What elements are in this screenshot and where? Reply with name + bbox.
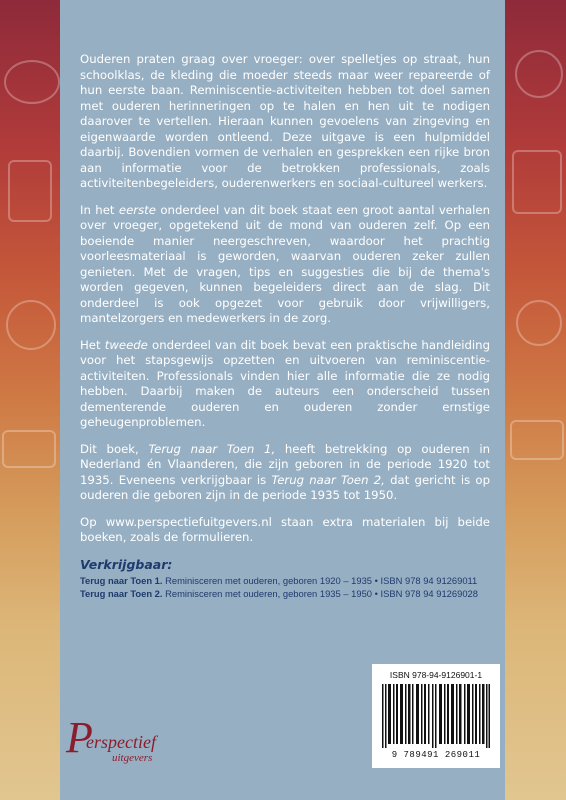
back-cover-text xyxy=(80,52,490,600)
vintage-doodle-decoration xyxy=(8,160,52,222)
isbn-label: ISBN 978-94-9126901-1 xyxy=(389,670,483,680)
vintage-doodle-decoration xyxy=(6,300,56,350)
barcode-digits: 9 789491 269011 xyxy=(391,750,481,760)
part-one-paragraph: In het eerste onderdeel van dit boek staat een groot aantal verhalen over vroeger, opgetekend uit de mond van ouderen zelf. Op een boeiende manier neergeschreven, waardoor het prachtig voorleesmateriaal is geworden, waarvan ouderen zeker zullen genieten. Met de vragen, tips en suggesties die bij de thema's worden gegeven, kunnen begeleiders direct aan de slag. Dit onderdeel is ook opgezet voor gebruik door vrijwilligers, mantelzorgers en medewerkers in de zorg. xyxy=(80,202,490,325)
availability-item: Terug naar Toen 1. Reminisceren met ouderen, geboren 1920 – 1935 • ISBN 978 94 91269011 xyxy=(80,575,478,586)
availability-heading: Verkrijgbaar: xyxy=(80,556,173,572)
logo-subtitle: uitgevers xyxy=(112,752,153,764)
availability-item: Terug naar Toen 2. Reminisceren met ouderen, geboren 1935 – 1950 • ISBN 978 94 91269028 xyxy=(80,588,478,599)
vintage-doodle-decoration xyxy=(516,300,562,346)
barcode-bars xyxy=(382,684,490,748)
vintage-doodle-decoration xyxy=(512,150,562,214)
logo-initial: P xyxy=(66,713,93,762)
barcode xyxy=(372,664,500,768)
website-paragraph: Op www.perspectiefuitgevers.nl staan extra materialen bij beide boeken, zoals de formulieren. xyxy=(80,514,490,544)
vintage-doodle-decoration xyxy=(4,60,60,104)
vintage-doodle-decoration xyxy=(515,50,563,98)
part-two-paragraph: Het tweede onderdeel van dit boek bevat een praktische handleiding voor het stapsgewijs opzetten en uitvoeren van reminiscentie-activiteiten. Professionals vinden hier alle informatie die ze nodig hebben. Daarbij maken de auteurs een onderscheid tussen dementerende ouderen en ouderen zonder ernstige geheugenproblemen. xyxy=(80,337,490,429)
intro-paragraph: Ouderen praten graag over vroeger: over spelletjes op straat, hun schoolklas, de kleding die moeder steeds maar weer repareerde of hun eerste baan. Reminiscentie-activiteiten hebben tot doel samen met ouderen herinneringen op te halen en hen uit te nodigen daarover te vertellen. Hieraan kunnen gevoelens van zingeving en eigenwaarde worden ontleend. Deze uitgave is een hulpmiddel daarbij. Bovendien vormen de verhalen en gesprekken een rijke bron aan informatie voor de betrokken professionals, zoals activiteitenbegeleiders, ouderenwerkers en sociaal-cultureel werkers. xyxy=(80,52,490,190)
publisher-logo xyxy=(66,713,206,776)
logo-name: erspectief xyxy=(86,732,156,752)
vintage-doodle-decoration xyxy=(2,430,56,468)
vintage-doodle-decoration xyxy=(510,420,564,460)
series-paragraph: Dit boek, Terug naar Toen 1, heeft betrekking op ouderen in Nederland én Vlaanderen, die zijn geboren in de periode 1920 tot 1935. Eveneens verkrijgbaar is Terug naar Toen 2, dat gericht is op ouderen die geboren zijn in de periode 1935 tot 1950. xyxy=(80,441,490,502)
